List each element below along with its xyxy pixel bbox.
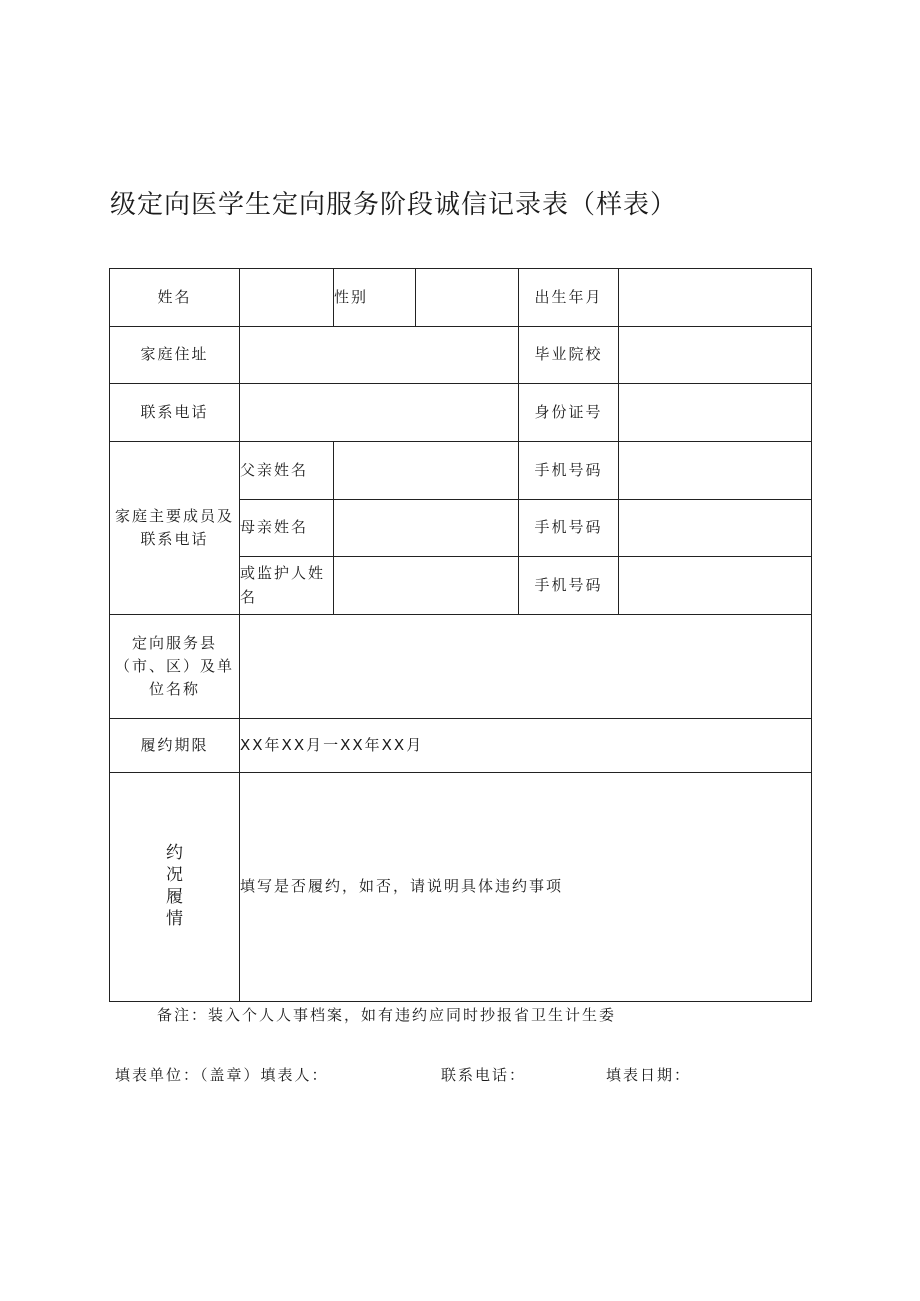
family-label: 家庭主要成员及联系电话 [110, 442, 240, 615]
mother-mobile-label: 手机号码 [519, 500, 619, 557]
term-value[interactable]: XX年XX月一XX年XX月 [240, 719, 812, 773]
table-row [110, 442, 812, 500]
mother-label: 母亲姓名 [240, 500, 334, 557]
school-label: 毕业院校 [519, 327, 619, 384]
phone-field[interactable] [240, 384, 519, 442]
address-label: 家庭住址 [110, 327, 240, 384]
table-row [110, 773, 812, 1002]
father-mobile-label: 手机号码 [519, 442, 619, 500]
father-mobile-field[interactable] [619, 442, 812, 500]
footer-unit-label: 填表单位：（盖章）填表人： [115, 1066, 329, 1084]
table-row [110, 327, 812, 384]
performance-label: 约况履情 [166, 843, 183, 930]
table-row [110, 719, 812, 773]
phone-label: 联系电话 [110, 384, 240, 442]
birth-label: 出生年月 [519, 269, 619, 327]
id-label: 身份证号 [519, 384, 619, 442]
table-row [110, 269, 812, 327]
guardian-mobile-label: 手机号码 [519, 557, 619, 615]
service-label: 定向服务县（市、区）及单位名称 [110, 615, 240, 719]
gender-label: 性别 [334, 269, 416, 327]
guardian-mobile-field[interactable] [619, 557, 812, 615]
id-field[interactable] [619, 384, 812, 442]
record-form-table [109, 268, 812, 1002]
table-row [110, 384, 812, 442]
page-title: 级定向医学生定向服务阶段诚信记录表（样表） [110, 190, 678, 220]
birth-field[interactable] [619, 269, 812, 327]
footer-date-label: 填表日期： [606, 1066, 692, 1084]
address-field[interactable] [240, 327, 519, 384]
term-label: 履约期限 [110, 719, 240, 773]
table-row [110, 615, 812, 719]
name-field[interactable] [240, 269, 334, 327]
service-field[interactable] [240, 615, 812, 719]
gender-field[interactable] [416, 269, 519, 327]
father-field[interactable] [334, 442, 519, 500]
guardian-label: 或监护人姓名 [240, 557, 334, 615]
footer-phone-label: 联系电话： [441, 1066, 527, 1084]
mother-field[interactable] [334, 500, 519, 557]
father-label: 父亲姓名 [240, 442, 334, 500]
mother-mobile-field[interactable] [619, 500, 812, 557]
guardian-field[interactable] [334, 557, 519, 615]
school-field[interactable] [619, 327, 812, 384]
performance-value[interactable]: 填写是否履约，如否，请说明具体违约事项 [240, 773, 812, 1002]
name-label: 姓名 [110, 269, 240, 327]
performance-label-cell [110, 773, 240, 1002]
remark-note: 备注：装入个人人事档案，如有违约应同时抄报省卫生计生委 [157, 1006, 617, 1024]
